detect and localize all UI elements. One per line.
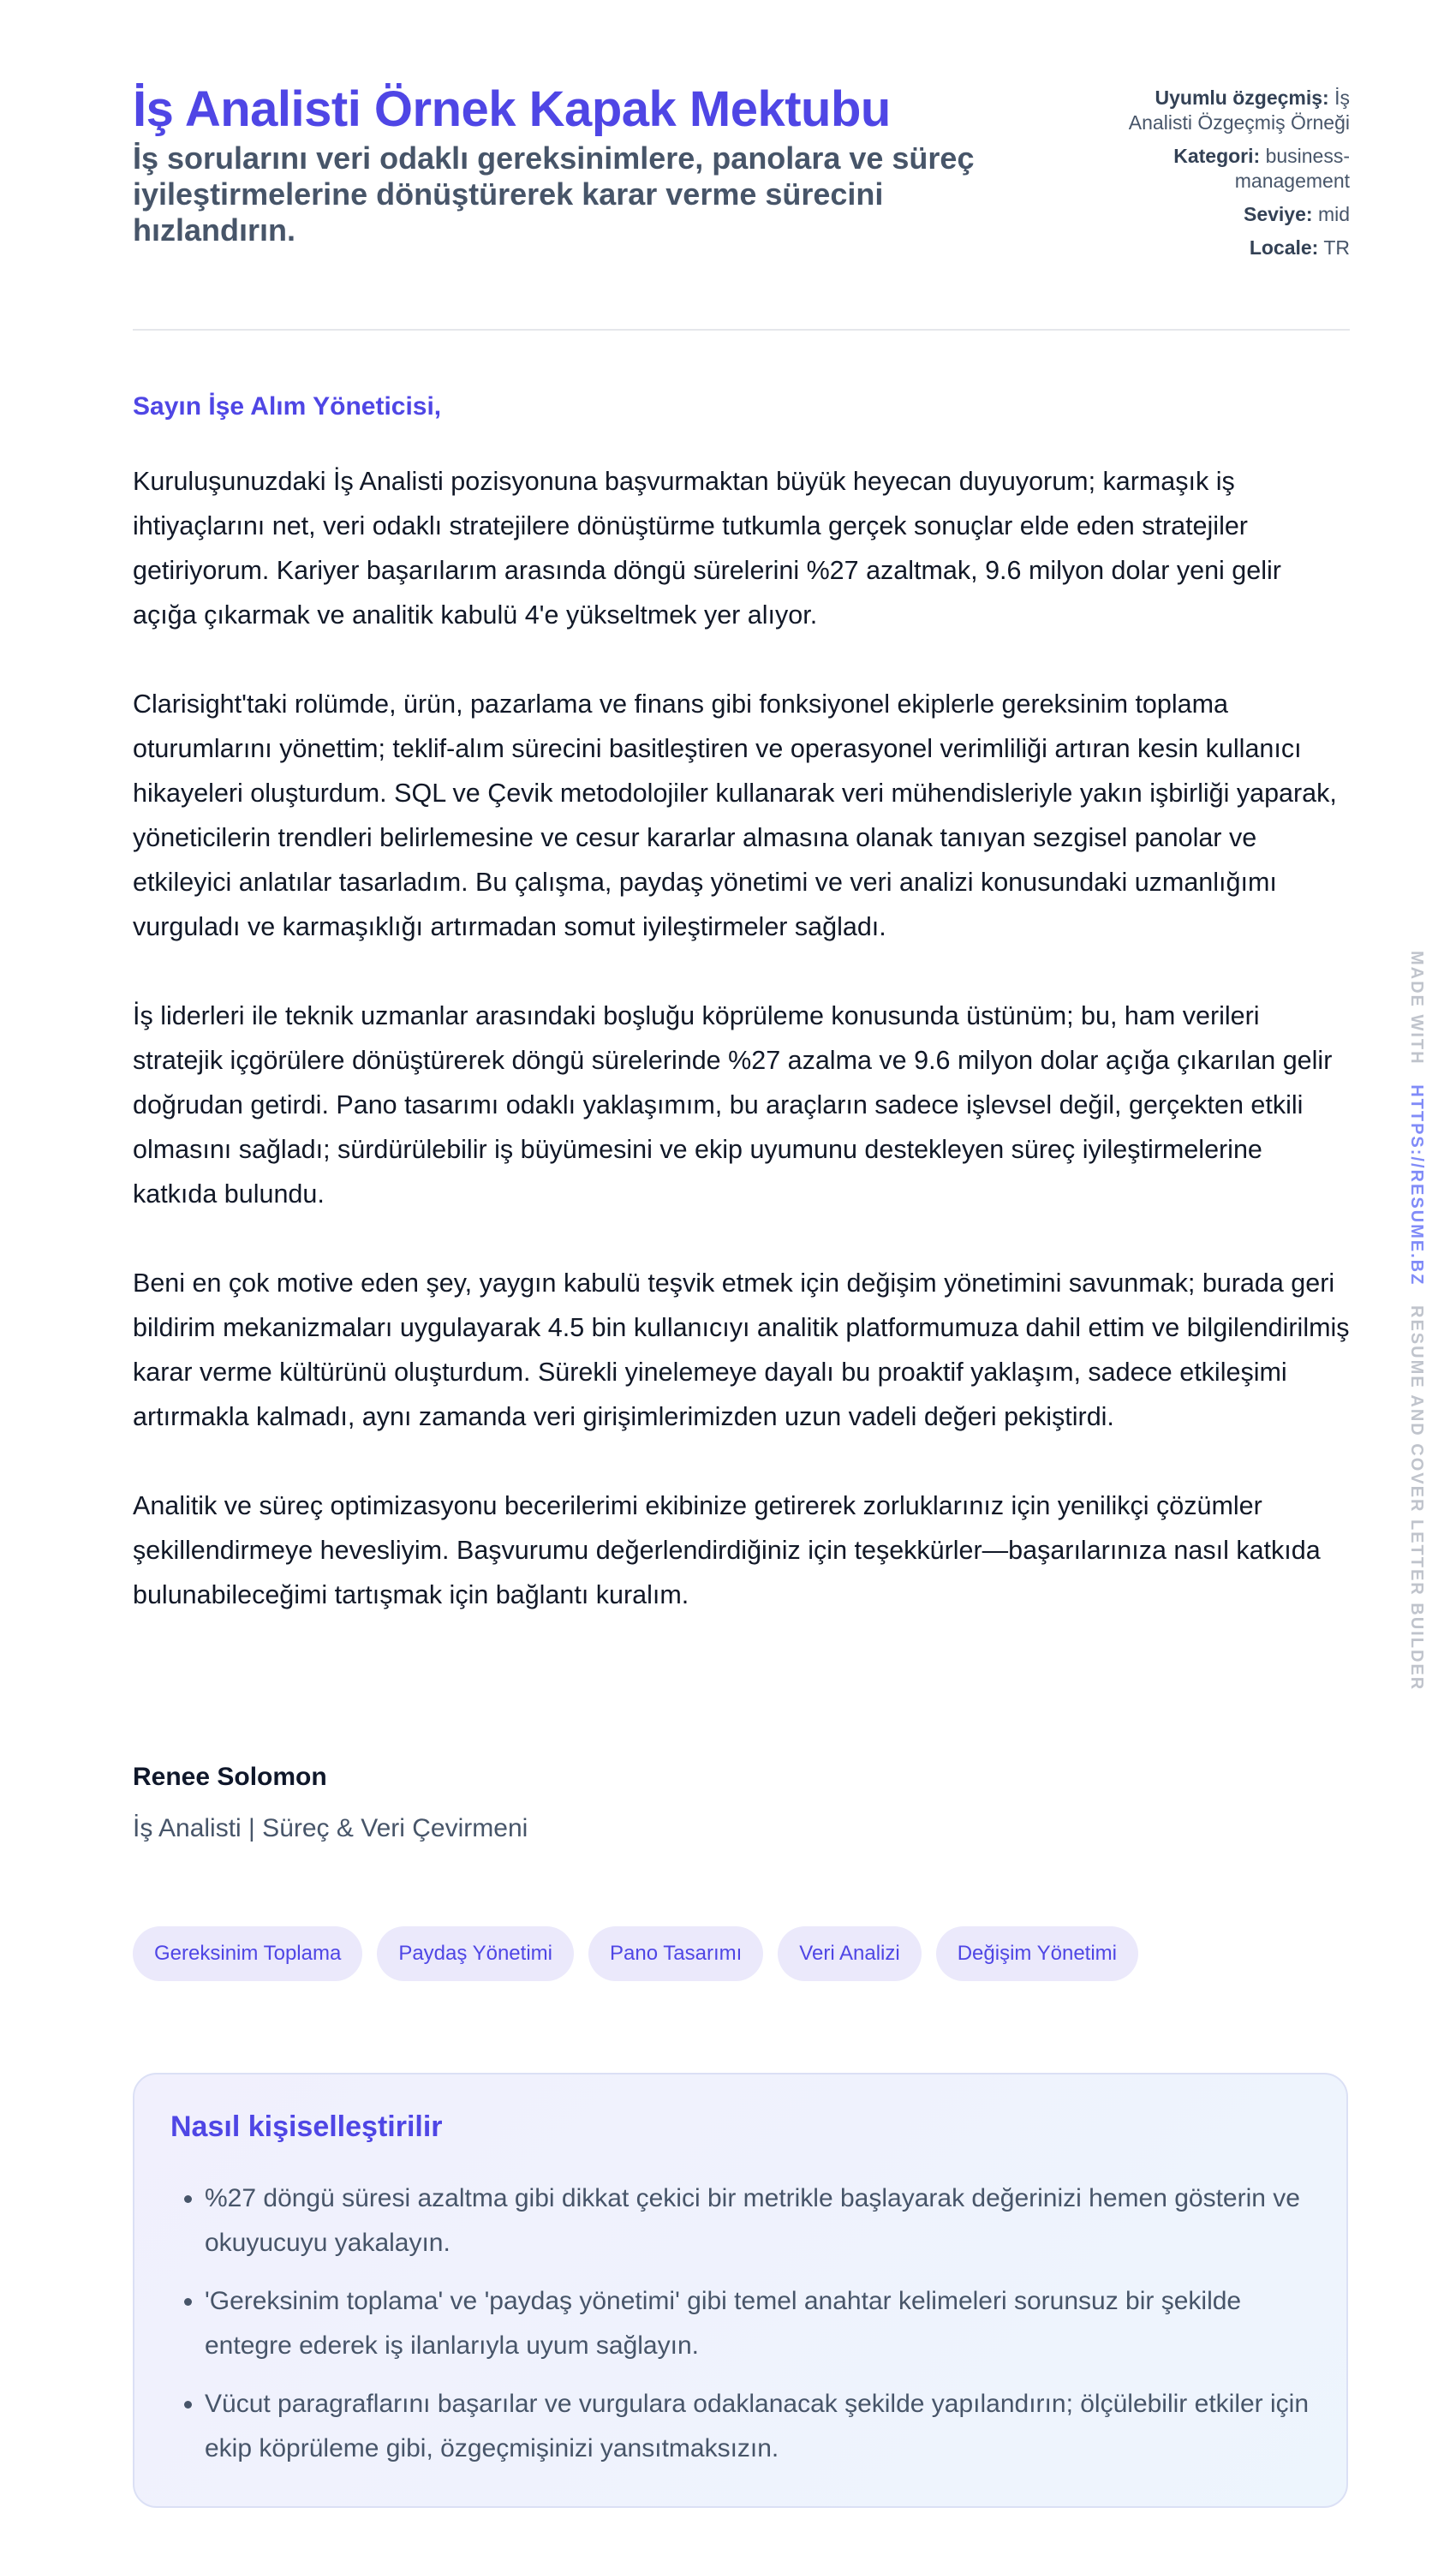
skill-tag: Gereksinim Toplama bbox=[133, 1926, 362, 1981]
meta-label: Locale: bbox=[1249, 236, 1319, 259]
meta-label: Uyumlu özgeçmiş: bbox=[1155, 87, 1329, 109]
watermark-prefix: MADE WITH bbox=[1407, 951, 1426, 1066]
letter-greeting: Sayın İşe Alım Yöneticisi, bbox=[133, 392, 442, 421]
meta-label: Kategori: bbox=[1173, 145, 1261, 167]
page-title: İş Analisti Örnek Kapak Mektubu bbox=[133, 81, 891, 137]
meta-locale bbox=[1119, 236, 1350, 260]
meta-label: Seviye: bbox=[1243, 203, 1313, 225]
letter-paragraph: İş liderleri ile teknik uzmanlar arasındaki boşluğu köprüleme konusunda üstünüm; bu, ham verileri stratejik içgörülere dönüştürerek döngü sürelerinde %27 azalma ve 9.6 milyon dolar açığa çıkarılan gelir doğrudan getirdi. Pano tasarımı odaklı yaklaşımım, bu araçların sadece işlevsel değil, gerçekten etkili olmasını sağladı; sürdürülebilir iş büyümesini ve ekip uyumunu destekleyen süreç iyileştirmelerine katkıda bulundu. bbox=[133, 1001, 1333, 1209]
header bbox=[133, 79, 1350, 331]
tip-item: • Vücut paragraflarını başarılar ve vurgulara odaklanacak şekilde yapılandırın; ölçülebilir etkiler için ekip köprüleme gibi, özgeçmişinizi yansıtmaksızın. bbox=[205, 2382, 1310, 2471]
skill-tag: Veri Analizi bbox=[778, 1926, 921, 1981]
skill-tag: Değişim Yönetimi bbox=[936, 1926, 1138, 1981]
tips-list bbox=[170, 2176, 1310, 2471]
tip-item: • 'Gereksinim toplama' ve 'paydaş yönetimi' gibi temel anahtar kelimeleri sorunsuz bir şekilde entegre ederek iş ilanlarıyla uyum sağlayın. bbox=[205, 2279, 1310, 2368]
meta-value: mid bbox=[1317, 203, 1350, 225]
letter-paragraph: Beni en çok motive eden şey, yaygın kabulü teşvik etmek için değişim yönetimini savunmak; burada geri bildirim mekanizmaları uygulayarak 4.5 bin kullanıcıyı analitik platformumuza dahil ettim ve bilgilendirilmiş karar verme kültürünü oluşturdum. Sürekli yinelemeye dayalı bu proaktif yaklaşım, sadece etkileşimi artırmakla kalmadı, aynı zamanda veri girişimlerimizden uzun vadeli değeri pekiştirdi. bbox=[133, 1269, 1350, 1431]
meta-resume bbox=[1119, 86, 1350, 135]
signature-title: İş Analisti | Süreç & Veri Çevirmeni bbox=[133, 1814, 528, 1842]
letter-paragraph: Clarisight'taki rolümde, ürün, pazarlama ve finans gibi fonksiyonel ekiplerle gereksinim toplama oturumlarını yönettim; teklif-alım sürecini basitleştiren ve operasyonel verimliliği artıran kesin kullanıcı hikayeleri oluşturdum. SQL ve Çevik metodolojiler kullanarak veri mühendisleriyle yakın işbirliği yaparak, yöneticilerin trendleri belirlemesine ve cesur kararlar almasına olanak tanıyan sezgisel panolar ve etkileyici anlatılar tasarladım. Bu çalışma, paydaş yönetimi ve veri analizi konusundaki uzmanlığımı vurguladı ve karmaşıklığı artırmadan somut iyileştirmeler sağladı. bbox=[133, 689, 1337, 941]
meta-value: TR bbox=[1323, 236, 1350, 259]
meta-info bbox=[1119, 86, 1350, 269]
watermark bbox=[1406, 951, 1426, 1691]
tip-item: • %27 döngü süresi azaltma gibi dikkat çekici bir metrikle başlayarak değerinizi hemen gösterin ve okuyucuyu yakalayın. bbox=[205, 2176, 1310, 2265]
watermark-suffix: RESUME AND COVER LETTER BUILDER bbox=[1407, 1305, 1426, 1692]
signature-name: Renee Solomon bbox=[133, 1763, 327, 1791]
letter-paragraph: Kuruluşunuzdaki İş Analisti pozisyonuna başvurmaktan büyük heyecan duyuyorum; karmaşık iş ihtiyaçlarını net, veri odaklı stratejilere dönüştürme tutkumla gerçek sonuçlar elde eden stratejiler getiriyorum. Kariyer başarılarım arasında döngü sürelerini %27 azaltmak, 9.6 milyon dolar yeni gelir açığa çıkarmak ve analitik kabulü 4'e yükseltmek yer alıyor. bbox=[133, 467, 1281, 630]
skill-tag: Pano Tasarımı bbox=[588, 1926, 763, 1981]
letter-body bbox=[133, 459, 1350, 1662]
customization-tips bbox=[133, 2073, 1348, 2508]
meta-value: business-management bbox=[1234, 145, 1350, 192]
skill-tag: Paydaş Yönetimi bbox=[377, 1926, 574, 1981]
meta-level bbox=[1119, 202, 1350, 227]
meta-category bbox=[1119, 144, 1350, 194]
page-subtitle: İş sorularını veri odaklı gereksinimlere, panolara ve süreç iyileştirmelerine dönüştürerek karar verme sürecini hızlandırın. bbox=[133, 140, 975, 248]
watermark-link[interactable]: HTTPS://RESUME.BZ bbox=[1407, 1084, 1426, 1286]
letter-paragraph: Analitik ve süreç optimizasyonu becerilerimi ekibinize getirerek zorluklarınız için yenilikçi çözümler şekillendirmeye hevesliyim. Başvurumu değerlendirdiğiniz için teşekkürler—başarılarınıza nasıl katkıda bulunabileceğimi tartışmak için bağlantı kuralım. bbox=[133, 1491, 1321, 1609]
skill-tags bbox=[133, 1926, 1138, 1981]
tips-heading: Nasıl kişiselleştirilir bbox=[170, 2110, 443, 2143]
meta-value: İş Analisti Özgeçmiş Örneği bbox=[1128, 87, 1350, 134]
